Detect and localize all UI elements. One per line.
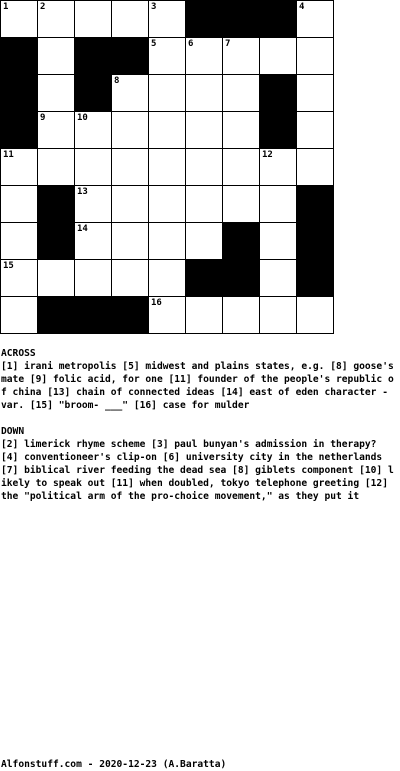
grid-cell[interactable] <box>296 148 334 186</box>
grid-block <box>259 0 297 38</box>
grid-cell[interactable] <box>0 0 38 38</box>
clue-number: 12 <box>262 150 273 160</box>
clue-number: 15 <box>3 261 14 271</box>
grid-cell[interactable] <box>0 222 38 260</box>
clue-number: 11 <box>3 150 14 160</box>
footer-credit: Alfonstuff.com - 2020-12-23 (A.Baratta) <box>1 759 227 770</box>
clue-number: 2 <box>40 2 46 12</box>
grid-block <box>259 74 297 112</box>
grid-cell[interactable] <box>148 148 186 186</box>
clue-number: 3 <box>151 2 157 12</box>
grid-cell[interactable] <box>259 185 297 223</box>
grid-block <box>296 185 334 223</box>
grid-block <box>185 259 223 297</box>
grid-cell[interactable] <box>185 296 223 334</box>
grid-cell[interactable] <box>74 111 112 149</box>
grid-cell[interactable] <box>74 148 112 186</box>
grid-cell[interactable] <box>37 74 75 112</box>
grid-cell[interactable] <box>148 259 186 297</box>
grid-cell[interactable] <box>296 0 334 38</box>
grid-cell[interactable] <box>296 296 334 334</box>
grid-cell[interactable] <box>185 148 223 186</box>
grid-block <box>222 0 260 38</box>
grid-cell[interactable] <box>37 148 75 186</box>
clue-number: 6 <box>188 39 194 49</box>
grid-cell[interactable] <box>259 37 297 75</box>
grid-block <box>111 37 149 75</box>
grid-block <box>74 74 112 112</box>
grid-cell[interactable] <box>296 37 334 75</box>
grid-cell[interactable] <box>111 111 149 149</box>
grid-cell[interactable] <box>296 74 334 112</box>
across-heading: ACROSS <box>1 348 36 359</box>
grid-cell[interactable] <box>148 296 186 334</box>
clue-number: 10 <box>77 113 88 123</box>
grid-cell[interactable] <box>148 185 186 223</box>
grid-block <box>222 259 260 297</box>
clue-number: 1 <box>3 2 9 12</box>
grid-cell[interactable] <box>148 111 186 149</box>
grid-cell[interactable] <box>37 111 75 149</box>
grid-cell[interactable] <box>185 37 223 75</box>
grid-cell[interactable] <box>148 37 186 75</box>
clues-section <box>1 347 397 503</box>
clue-number: 14 <box>77 224 88 234</box>
grid-cell[interactable] <box>148 74 186 112</box>
across-clues: [1] irani metropolis [5] midwest and plains states, e.g. [8] goose's mate [9] folic acid, for one [11] founder of the people's republic of china [13] chain of connected ideas [14] east of eden character - var. [15] "broom- ___" [16] case for mulder <box>1 361 394 411</box>
clue-number: 13 <box>77 187 88 197</box>
grid-cell[interactable] <box>185 185 223 223</box>
grid-block <box>74 296 112 334</box>
grid-cell[interactable] <box>0 259 38 297</box>
grid-cell[interactable] <box>222 111 260 149</box>
grid-cell[interactable] <box>0 185 38 223</box>
grid-block <box>259 111 297 149</box>
grid-cell[interactable] <box>296 111 334 149</box>
clue-number: 16 <box>151 298 162 308</box>
grid-cell[interactable] <box>259 148 297 186</box>
grid-cell[interactable] <box>111 222 149 260</box>
grid-cell[interactable] <box>111 259 149 297</box>
grid-block <box>37 185 75 223</box>
grid-block <box>37 296 75 334</box>
grid-cell[interactable] <box>259 222 297 260</box>
grid-cell[interactable] <box>111 0 149 38</box>
grid-cell[interactable] <box>222 296 260 334</box>
grid-cell[interactable] <box>37 37 75 75</box>
grid-block <box>0 37 38 75</box>
down-clues: [2] limerick rhyme scheme [3] paul bunyan's admission in therapy? [4] conventioneer's clip-on [6] university city in the netherlands [7] biblical river feeding the dead sea [8] giblets component [10] likely to speak out [11] when doubled, tokyo telephone greeting [12] the "political arm of the pro-choice movement," as they put it <box>1 439 394 502</box>
grid-cell[interactable] <box>222 74 260 112</box>
grid-block <box>185 0 223 38</box>
grid-cell[interactable] <box>185 111 223 149</box>
grid-cell[interactable] <box>111 74 149 112</box>
grid-cell[interactable] <box>185 74 223 112</box>
grid-cell[interactable] <box>148 0 186 38</box>
grid-cell[interactable] <box>74 222 112 260</box>
grid-cell[interactable] <box>74 185 112 223</box>
clue-number: 5 <box>151 39 157 49</box>
grid-cell[interactable] <box>0 148 38 186</box>
crossword-grid <box>0 0 334 334</box>
grid-block <box>296 222 334 260</box>
grid-cell[interactable] <box>222 37 260 75</box>
grid-block <box>222 222 260 260</box>
grid-block <box>74 37 112 75</box>
grid-block <box>0 111 38 149</box>
grid-cell[interactable] <box>185 222 223 260</box>
grid-cell[interactable] <box>37 0 75 38</box>
grid-block <box>0 74 38 112</box>
grid-cell[interactable] <box>222 185 260 223</box>
grid-block <box>111 296 149 334</box>
grid-cell[interactable] <box>259 259 297 297</box>
grid-block <box>37 222 75 260</box>
grid-cell[interactable] <box>148 222 186 260</box>
clue-number: 9 <box>40 113 46 123</box>
down-heading: DOWN <box>1 426 25 437</box>
grid-cell[interactable] <box>74 259 112 297</box>
grid-cell[interactable] <box>259 296 297 334</box>
grid-cell[interactable] <box>0 296 38 334</box>
grid-cell[interactable] <box>111 185 149 223</box>
clue-number: 4 <box>299 2 305 12</box>
grid-block <box>296 259 334 297</box>
grid-cell[interactable] <box>74 0 112 38</box>
clue-number: 8 <box>114 76 120 86</box>
clue-number: 7 <box>225 39 231 49</box>
grid-cell[interactable] <box>37 259 75 297</box>
grid-cell[interactable] <box>111 148 149 186</box>
grid-cell[interactable] <box>222 148 260 186</box>
